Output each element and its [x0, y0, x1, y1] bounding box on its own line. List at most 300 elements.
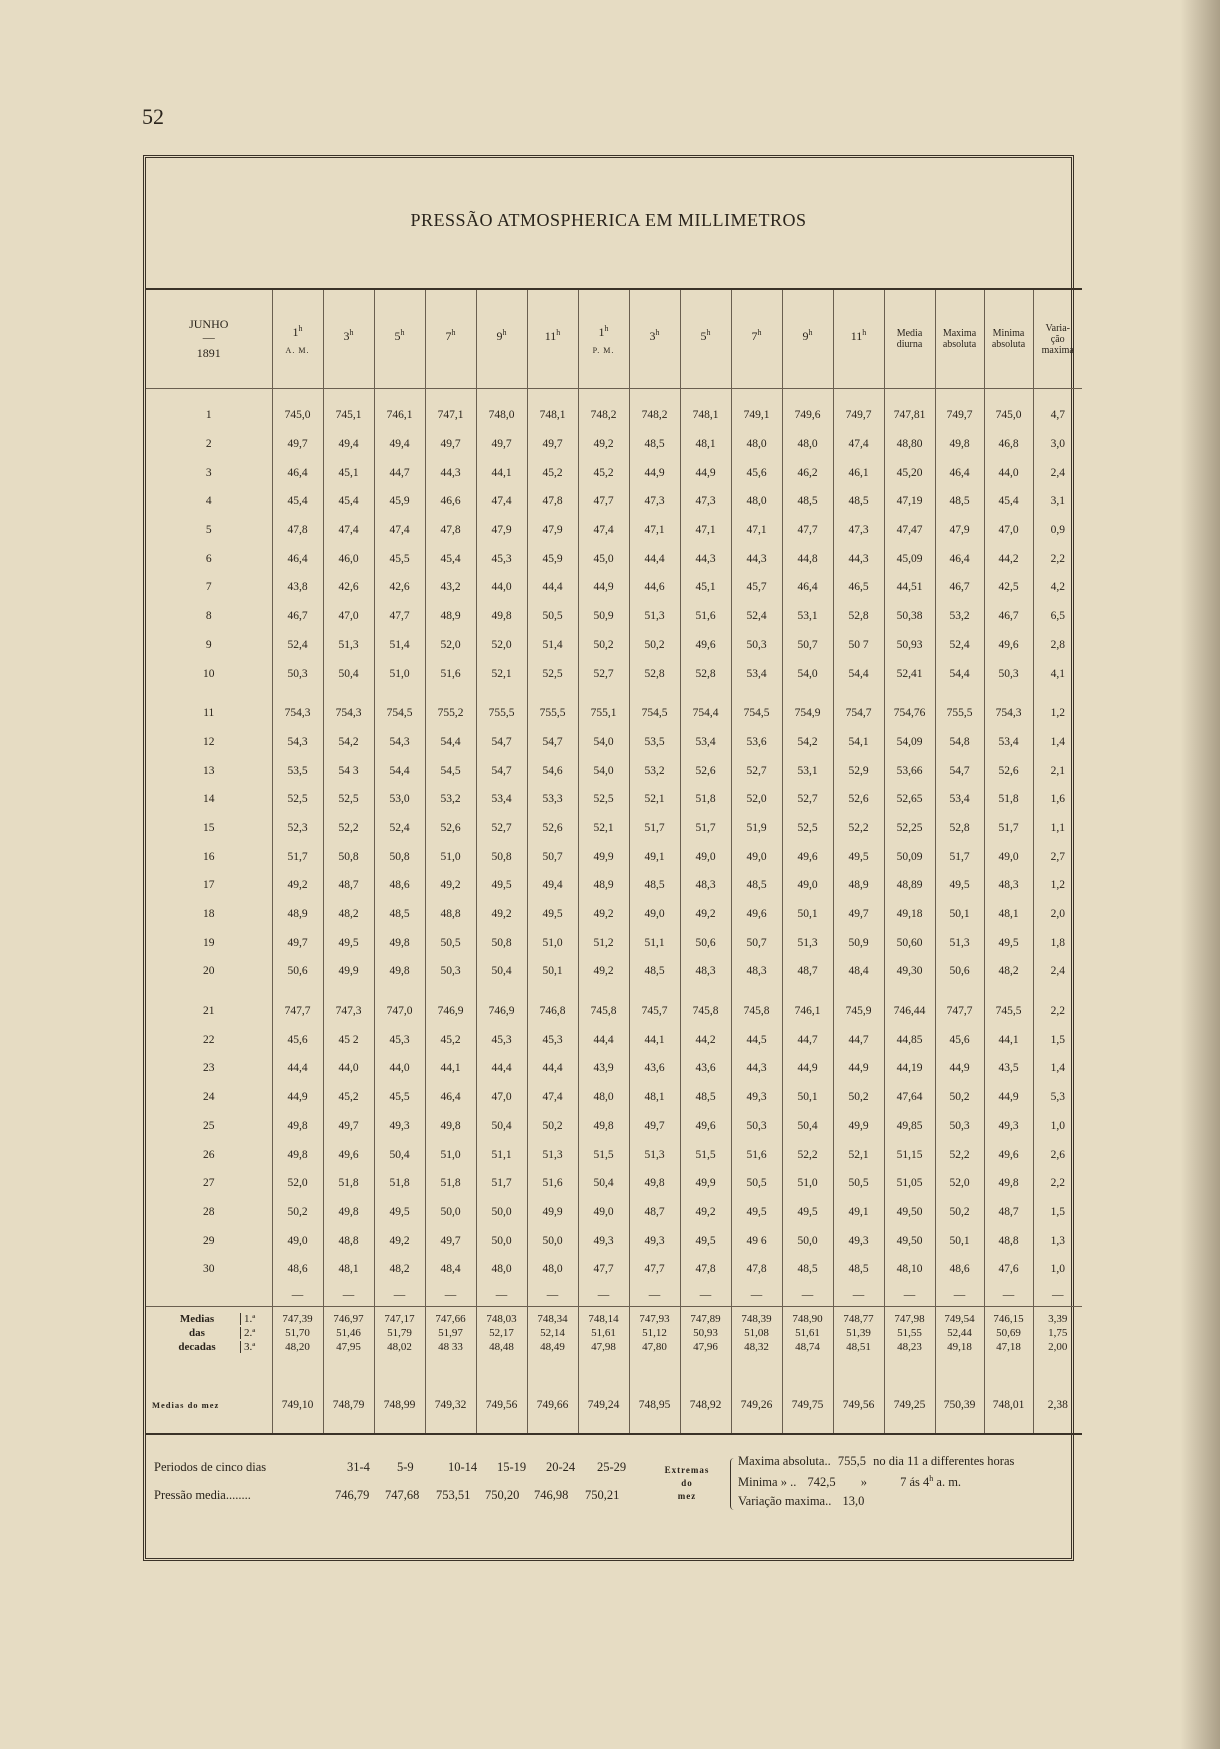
extremes-word-2: do — [681, 1478, 693, 1488]
reading-cell: 48,9 — [272, 900, 323, 929]
reading-cell: 44,7 — [833, 1025, 884, 1054]
var-label: Variação maxima.. — [738, 1494, 832, 1508]
table-row — [146, 659, 1082, 688]
reading-cell: 52,6 — [984, 756, 1033, 785]
reading-cell: 45,3 — [476, 1025, 527, 1054]
spacer-cell — [935, 1355, 984, 1391]
reading-cell: 747,81 — [884, 401, 935, 430]
hour-header — [680, 289, 731, 389]
dash-cell: — — [374, 1284, 425, 1307]
reading-cell: 45,4 — [323, 487, 374, 516]
decade-mean-cell: 748,39 — [731, 1313, 782, 1327]
decade-mean-cell: 748,77 — [833, 1313, 884, 1327]
pressure-value: 750,20 — [485, 1488, 520, 1502]
table-row — [146, 1112, 1082, 1141]
reading-cell: 47,7 — [782, 516, 833, 545]
reading-cell: 51,3 — [629, 1140, 680, 1169]
day-number: 24 — [203, 1091, 215, 1104]
reading-cell: 49,3 — [984, 1112, 1033, 1141]
reading-cell: 52,41 — [884, 659, 935, 688]
reading-cell: 1,2 — [1033, 699, 1082, 728]
reading-cell: 49,18 — [884, 900, 935, 929]
reading-cell: 48,5 — [833, 1255, 884, 1284]
gap-cell — [323, 986, 374, 997]
hour-number: 11 — [850, 329, 863, 343]
monthly-mean-cell: 749,24 — [578, 1391, 629, 1419]
reading-cell: 50,4 — [476, 1112, 527, 1141]
reading-cell: 3,0 — [1033, 430, 1082, 459]
reading-cell: 54,3 — [272, 728, 323, 757]
reading-cell: 749,6 — [782, 401, 833, 430]
reading-cell: 51,1 — [476, 1140, 527, 1169]
reading-cell: 2,8 — [1033, 631, 1082, 660]
table-row — [146, 900, 1082, 929]
monthly-mean-cell: 749,66 — [527, 1391, 578, 1419]
decade-mean-cell: 51,79 — [374, 1327, 425, 1341]
day-number: 7 — [205, 581, 212, 594]
day-number: 22 — [203, 1033, 215, 1046]
table-row — [146, 631, 1082, 660]
reading-cell: 50,4 — [323, 659, 374, 688]
decade-word: decadas — [178, 1341, 216, 1354]
decade-mean-cell: 51,08 — [731, 1327, 782, 1341]
reading-cell: 747,1 — [425, 401, 476, 430]
decade-gap — [146, 986, 1082, 997]
monthly-mean-cell: 749,56 — [476, 1391, 527, 1419]
reading-cell: 50,9 — [833, 928, 884, 957]
reading-cell: 51,15 — [884, 1140, 935, 1169]
reading-cell: 47,3 — [680, 487, 731, 516]
hour-label — [732, 328, 782, 344]
reading-cell: 2,2 — [1033, 544, 1082, 573]
hour-suffix: h — [604, 323, 609, 333]
reading-cell: 49,30 — [884, 957, 935, 986]
reading-cell: 51,6 — [731, 1140, 782, 1169]
reading-cell: 48,3 — [680, 871, 731, 900]
reading-cell: 45,7 — [731, 573, 782, 602]
extremes-word-3: mez — [677, 1491, 697, 1501]
gap-cell — [935, 986, 984, 997]
reading-cell: 50,1 — [935, 1226, 984, 1255]
reading-cell: 44,3 — [833, 544, 884, 573]
hour-header — [731, 289, 782, 389]
reading-cell: 50,4 — [578, 1169, 629, 1198]
reading-cell: 51,6 — [680, 602, 731, 631]
decade-mean-cell: 47,80 — [629, 1341, 680, 1355]
reading-cell: 48,3 — [731, 957, 782, 986]
reading-cell: 52,8 — [629, 659, 680, 688]
reading-cell: 51,3 — [323, 631, 374, 660]
reading-cell: 52,8 — [680, 659, 731, 688]
reading-cell: 46,4 — [272, 458, 323, 487]
reading-cell: 51,8 — [425, 1169, 476, 1198]
reading-cell: 53,3 — [527, 785, 578, 814]
decade-number: 1.ª — [240, 1313, 255, 1325]
separator-cell — [425, 389, 476, 402]
reading-cell: 50,3 — [984, 659, 1033, 688]
dash-cell: — — [935, 1284, 984, 1307]
reading-cell: 746,9 — [425, 997, 476, 1026]
reading-cell: 1,1 — [1033, 814, 1082, 843]
reading-cell: 47,8 — [527, 487, 578, 516]
reading-cell: 50,2 — [935, 1083, 984, 1112]
period-value: 31-4 — [347, 1460, 370, 1474]
reading-cell: 50,5 — [731, 1169, 782, 1198]
reading-cell: 49,7 — [476, 430, 527, 459]
hour-suffix: h — [502, 328, 507, 337]
summary-rows — [146, 1284, 1082, 1434]
reading-cell: 46,8 — [984, 430, 1033, 459]
reading-cell: 47,3 — [629, 487, 680, 516]
reading-cell: 45,3 — [527, 1025, 578, 1054]
reading-cell: 54,0 — [578, 756, 629, 785]
decade-row — [146, 1327, 1082, 1341]
day-number: 11 — [203, 707, 215, 720]
reading-cell: 49,6 — [984, 1140, 1033, 1169]
reading-cell: 50,2 — [527, 1112, 578, 1141]
table-row — [146, 1025, 1082, 1054]
reading-cell: 52,6 — [425, 814, 476, 843]
decade-mean-cell: 52,44 — [935, 1327, 984, 1341]
reading-cell: 47,1 — [731, 516, 782, 545]
separator-cell — [578, 389, 629, 402]
decade-mean-cell: 748,14 — [578, 1313, 629, 1327]
reading-cell: 44,3 — [731, 544, 782, 573]
reading-cell: 51,0 — [425, 842, 476, 871]
reading-cell: 48,0 — [476, 1255, 527, 1284]
spacer-cell — [374, 1355, 425, 1391]
dash-cell: — — [272, 1284, 323, 1307]
reading-cell: 54,7 — [935, 756, 984, 785]
hour-label — [579, 324, 629, 340]
gap-cell — [629, 986, 680, 997]
spacer-cell — [833, 1355, 884, 1391]
reading-cell: 52,7 — [578, 659, 629, 688]
separator-cell — [935, 389, 984, 402]
reading-cell: 49,5 — [527, 900, 578, 929]
spacer-cell — [884, 1355, 935, 1391]
reading-cell: 47,9 — [935, 516, 984, 545]
hour-label — [273, 324, 323, 340]
spacer-cell — [476, 1355, 527, 1391]
hour-label — [630, 328, 680, 344]
reading-cell: 45,6 — [731, 458, 782, 487]
separator-cell — [884, 389, 935, 402]
header-word: Media — [896, 328, 923, 339]
period-value: 25-29 — [597, 1460, 627, 1474]
header-dash: — — [202, 330, 215, 344]
hour-number: 1 — [598, 324, 605, 339]
table-bottom — [146, 1419, 1082, 1434]
monthly-mean-cell: 748,95 — [629, 1391, 680, 1419]
day-number: 25 — [203, 1119, 215, 1132]
reading-cell: 43,2 — [425, 573, 476, 602]
table-row — [146, 430, 1082, 459]
reading-cell: 46,7 — [935, 573, 984, 602]
reading-cell: 52,2 — [833, 814, 884, 843]
reading-cell: 47,7 — [629, 1255, 680, 1284]
reading-cell: 44,9 — [782, 1054, 833, 1083]
hour-number: 1 — [292, 324, 299, 339]
dash-cell: — — [425, 1284, 476, 1307]
reading-cell: 54,7 — [527, 728, 578, 757]
reading-cell: 52,5 — [527, 659, 578, 688]
reading-cell: 1,0 — [1033, 1255, 1082, 1284]
decade-mean-cell: 748,03 — [476, 1313, 527, 1327]
reading-cell: 49,4 — [374, 430, 425, 459]
reading-cell: 45,9 — [527, 544, 578, 573]
reading-cell: 44,19 — [884, 1054, 935, 1083]
dash-cell: — — [527, 1284, 578, 1307]
reading-cell: 54,0 — [578, 728, 629, 757]
reading-cell: 49,9 — [323, 957, 374, 986]
reading-cell: 49,7 — [425, 430, 476, 459]
reading-cell: 44,7 — [374, 458, 425, 487]
reading-cell: 2,7 — [1033, 842, 1082, 871]
decade-mean-cell: 747,17 — [374, 1313, 425, 1327]
reading-cell: 47,1 — [629, 516, 680, 545]
reading-cell: 46,7 — [272, 602, 323, 631]
day-number: 12 — [203, 735, 215, 748]
reading-cell: 50,8 — [476, 842, 527, 871]
reading-cell: 49,5 — [476, 871, 527, 900]
reading-cell: 44,4 — [578, 1025, 629, 1054]
reading-cell: 48,1 — [323, 1255, 374, 1284]
pressure-row — [154, 1488, 251, 1503]
min-note-ditto: » — [860, 1475, 867, 1490]
decade-mean-cell: 48 33 — [425, 1341, 476, 1355]
hour-label — [681, 328, 731, 344]
page-number: 52 — [142, 104, 164, 129]
reading-cell: 48,9 — [833, 871, 884, 900]
extreme-min-line — [738, 1474, 961, 1490]
reading-cell: 50,9 — [578, 602, 629, 631]
reading-cell: 54,4 — [833, 659, 884, 688]
gap-cell — [680, 986, 731, 997]
decade-mean-cell: 48,74 — [782, 1341, 833, 1355]
reading-cell: 51,9 — [731, 814, 782, 843]
reading-cell: 49 6 — [731, 1226, 782, 1255]
reading-cell: 54,4 — [374, 756, 425, 785]
reading-cell: 51,7 — [935, 842, 984, 871]
decade-mean-cell: 747,39 — [272, 1313, 323, 1327]
reading-cell: 50,5 — [527, 602, 578, 631]
reading-cell: 49,8 — [984, 1169, 1033, 1198]
hour-label — [528, 328, 578, 344]
hour-number: 9 — [496, 329, 503, 343]
reading-cell: 49,5 — [782, 1198, 833, 1227]
table-row — [146, 1140, 1082, 1169]
reading-cell: 44,4 — [527, 573, 578, 602]
reading-cell: 748,1 — [527, 401, 578, 430]
reading-cell: 49,1 — [833, 1198, 884, 1227]
reading-cell: 49,8 — [629, 1169, 680, 1198]
reading-cell: 49,2 — [374, 1226, 425, 1255]
reading-cell: 52,6 — [527, 814, 578, 843]
reading-cell: 748,0 — [476, 401, 527, 430]
reading-cell: 45,2 — [425, 1025, 476, 1054]
reading-cell: 754,3 — [272, 699, 323, 728]
reading-cell: 43,5 — [984, 1054, 1033, 1083]
header-separator — [146, 389, 1082, 402]
reading-cell: 46,6 — [425, 487, 476, 516]
period-value: 10-14 — [448, 1460, 478, 1474]
reading-cell: 48,8 — [984, 1226, 1033, 1255]
bottom-cell — [680, 1419, 731, 1434]
month-label: JUNHO — [189, 317, 229, 331]
reading-cell: 45,1 — [680, 573, 731, 602]
reading-cell: 43,6 — [629, 1054, 680, 1083]
gap-cell — [1033, 986, 1082, 997]
reading-cell: 42,6 — [323, 573, 374, 602]
reading-cell: 49,2 — [680, 900, 731, 929]
reading-cell: 749,7 — [935, 401, 984, 430]
reading-cell: 50,3 — [731, 631, 782, 660]
reading-cell: 49,7 — [425, 1226, 476, 1255]
reading-cell: 53,5 — [629, 728, 680, 757]
reading-cell: 49,7 — [527, 430, 578, 459]
hour-suffix: h — [655, 328, 660, 337]
decade-mean-cell: 748,34 — [527, 1313, 578, 1327]
reading-cell: 54,3 — [374, 728, 425, 757]
reading-cell: 50,3 — [731, 1112, 782, 1141]
reading-cell: 53,4 — [984, 728, 1033, 757]
min-note-time: 7 ás 4 — [900, 1475, 930, 1490]
reading-cell: 47,0 — [323, 602, 374, 631]
reading-cell: 747,7 — [272, 997, 323, 1026]
reading-cell: 46,0 — [323, 544, 374, 573]
table-row — [146, 1255, 1082, 1284]
decade-mean-cell: 51,97 — [425, 1327, 476, 1341]
variacao-maxima-header — [1033, 289, 1082, 389]
table-row — [146, 728, 1082, 757]
gap-cell — [425, 688, 476, 699]
reading-cell: 50,09 — [884, 842, 935, 871]
reading-cell: 52,3 — [272, 814, 323, 843]
decade-mean-cell: 47,18 — [984, 1341, 1033, 1355]
reading-cell: 47,0 — [984, 516, 1033, 545]
decade-mean-cell: 51,61 — [782, 1327, 833, 1341]
day-number: 29 — [203, 1234, 215, 1247]
separator-cell — [323, 389, 374, 402]
monthly-mean-cell: 749,25 — [884, 1391, 935, 1419]
reading-cell: 52,2 — [323, 814, 374, 843]
reading-cell: 47,0 — [476, 1083, 527, 1112]
hour-suffix: h — [808, 328, 813, 337]
reading-cell: 45,2 — [527, 458, 578, 487]
reading-cell: 49,8 — [425, 1112, 476, 1141]
reading-cell: 49,7 — [272, 430, 323, 459]
reading-cell: 46,4 — [935, 458, 984, 487]
reading-cell: 44,9 — [935, 1054, 984, 1083]
bottom-cell — [578, 1419, 629, 1434]
table-row — [146, 544, 1082, 573]
hour-header — [578, 289, 629, 389]
reading-cell: 1,3 — [1033, 1226, 1082, 1255]
gap-cell — [146, 688, 272, 699]
header-word: absoluta — [942, 339, 977, 350]
spacer-cell — [323, 1355, 374, 1391]
reading-cell: 745,0 — [272, 401, 323, 430]
hour-label — [477, 328, 527, 344]
reading-cell: 48,0 — [782, 430, 833, 459]
reading-cell: 49,3 — [629, 1226, 680, 1255]
reading-cell: 44,0 — [476, 573, 527, 602]
hour-suffix: h — [862, 328, 867, 337]
table-row — [146, 602, 1082, 631]
hour-number: 3 — [649, 329, 656, 343]
dash-cell: — — [476, 1284, 527, 1307]
decade-label — [146, 1327, 272, 1341]
reading-cell: 49,2 — [680, 1198, 731, 1227]
reading-cell: 44,51 — [884, 573, 935, 602]
period-value: 5-9 — [397, 1460, 414, 1474]
reading-cell: 52,2 — [782, 1140, 833, 1169]
decade-mean-cell: 48,48 — [476, 1341, 527, 1355]
separator-cell — [782, 389, 833, 402]
reading-cell: 49,2 — [578, 957, 629, 986]
month-year-header — [146, 289, 272, 389]
spacer-cell — [1033, 1355, 1082, 1391]
reading-cell: 754,3 — [323, 699, 374, 728]
reading-cell: 745,8 — [731, 997, 782, 1026]
reading-cell: 46,2 — [782, 458, 833, 487]
reading-cell: 53,1 — [782, 602, 833, 631]
table-row — [146, 573, 1082, 602]
reading-cell: 49,2 — [578, 900, 629, 929]
decade-label — [146, 1341, 272, 1355]
reading-cell: 50,2 — [578, 631, 629, 660]
reading-cell: 49,7 — [323, 1112, 374, 1141]
reading-cell: 52,0 — [272, 1169, 323, 1198]
reading-cell: 49,85 — [884, 1112, 935, 1141]
reading-cell: 48,9 — [425, 602, 476, 631]
hour-suffix: h — [400, 328, 405, 337]
reading-cell: 4,2 — [1033, 573, 1082, 602]
reading-cell: 50,2 — [833, 1083, 884, 1112]
table-title: PRESSÃO ATMOSPHERICA EM MILLIMETROS — [410, 210, 807, 230]
decade-mean-cell: 48,49 — [527, 1341, 578, 1355]
hour-header — [272, 289, 323, 389]
pressure-value: 753,51 — [436, 1488, 471, 1502]
reading-cell: 49,3 — [374, 1112, 425, 1141]
hour-header — [425, 289, 476, 389]
reading-cell: 50,7 — [782, 631, 833, 660]
reading-cell: 51,0 — [782, 1169, 833, 1198]
reading-cell: 1,4 — [1033, 1054, 1082, 1083]
gap-cell — [984, 986, 1033, 997]
separator-cell — [629, 389, 680, 402]
min-value: 742,5 — [807, 1475, 836, 1490]
monthly-mean-cell: 749,32 — [425, 1391, 476, 1419]
gap-cell — [527, 688, 578, 699]
table-row — [146, 458, 1082, 487]
reading-cell: 54 3 — [323, 756, 374, 785]
reading-cell: 49,4 — [323, 430, 374, 459]
reading-cell: 49,5 — [374, 1198, 425, 1227]
reading-cell: 44,2 — [984, 544, 1033, 573]
reading-cell: 748,2 — [629, 401, 680, 430]
extreme-var-line — [738, 1494, 864, 1509]
reading-cell: 745,8 — [680, 997, 731, 1026]
reading-cell: 50,1 — [782, 900, 833, 929]
reading-cell: 52,0 — [731, 785, 782, 814]
day-number: 9 — [205, 638, 212, 651]
gap-cell — [527, 986, 578, 997]
reading-cell: 49,50 — [884, 1226, 935, 1255]
year-label: 1891 — [196, 346, 221, 360]
day-number: 15 — [203, 821, 215, 834]
